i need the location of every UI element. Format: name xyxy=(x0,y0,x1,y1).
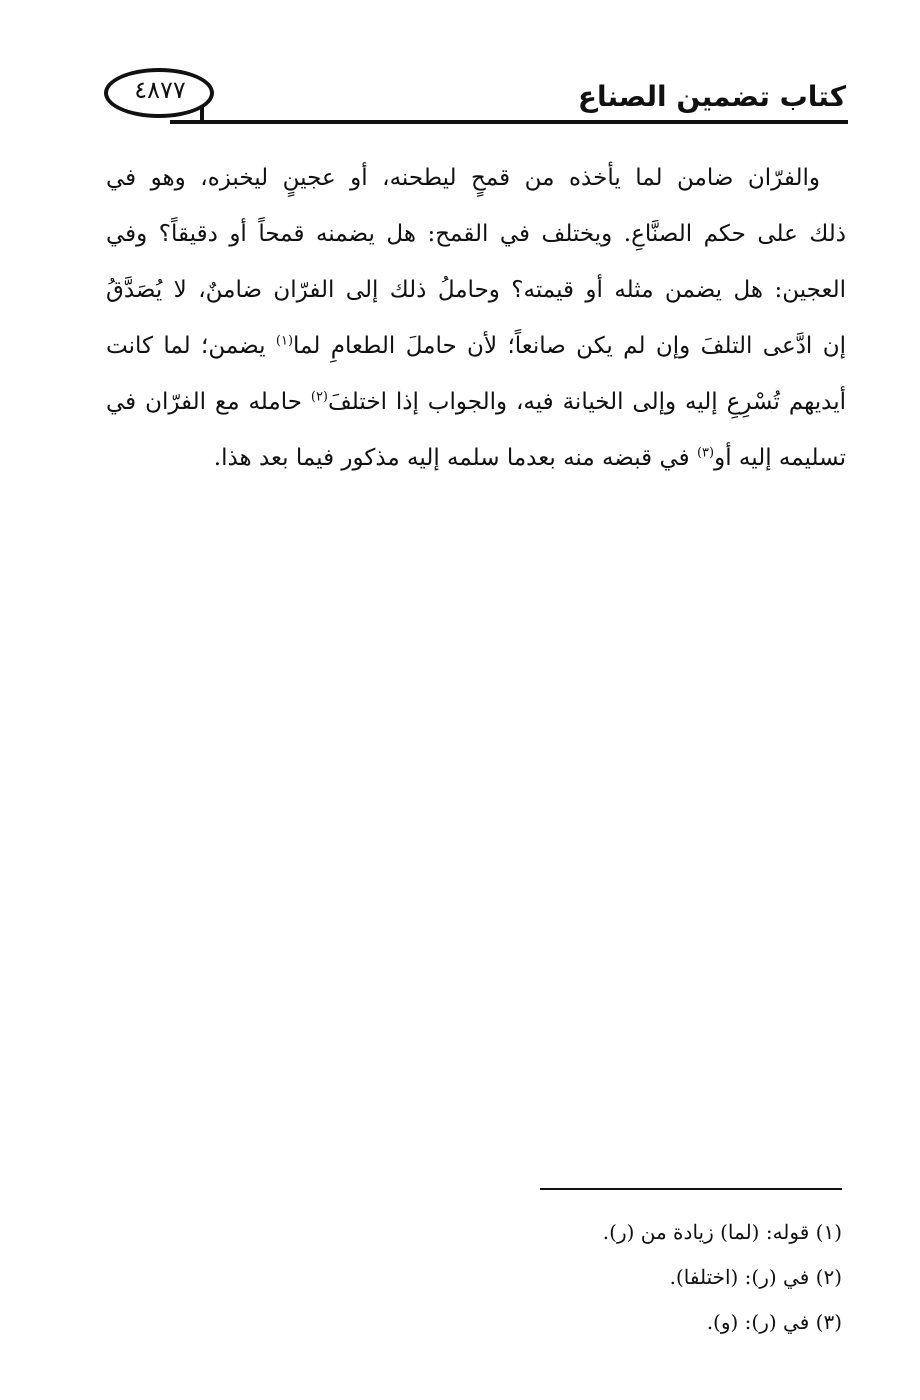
text-line-segment: حامله مع الفرّان في xyxy=(106,389,311,415)
text-line xyxy=(106,318,846,374)
text-line-segment: في قبضه منه بعدما سلمه إليه مذكور فيما بعد هذا. xyxy=(213,445,697,471)
text-line-segment: أيديهم تُسْرِعِ إليه وإلى الخيانة فيه، والجواب إذا اختلفَ xyxy=(328,389,846,415)
page-header xyxy=(100,62,848,126)
book-title: كتاب تضمين الصناع xyxy=(577,80,846,113)
text-line-segment: يضمن؛ لما كانت xyxy=(106,333,276,359)
page-number: ٤٨٧٧ xyxy=(134,76,186,104)
text-line xyxy=(106,430,846,486)
text-line: العجين: هل يضمن مثله أو قيمته؟ وحاملُ ذلك إلى الفرّان ضامنٌ، لا يُصَدَّقُ xyxy=(106,277,846,303)
footnote-marker: (١) xyxy=(275,333,294,349)
footnote: (٢) في (ر): (اختلفا). xyxy=(669,1265,842,1289)
footnote-separator xyxy=(540,1188,842,1190)
footnotes xyxy=(542,1210,842,1345)
footnote-marker: (٢) xyxy=(310,389,328,405)
main-text xyxy=(106,150,846,486)
text-line: والفرّان ضامن لما يأخذه من قمحٍ ليطحنه، أو عجينٍ ليخبزه، وهو في xyxy=(106,165,820,191)
header-rule xyxy=(200,120,848,124)
text-line: ذلك على حكم الصنَّاعِ. ويختلف في القمح: هل يضمنه قمحاً أو دقيقاً؟ وفي xyxy=(106,221,846,247)
footnote: (٣) في (ر): (و). xyxy=(706,1310,842,1334)
text-line xyxy=(106,374,846,430)
footnote-marker: (٣) xyxy=(696,445,715,461)
footnote: (١) قوله: (لما) زيادة من (ر). xyxy=(602,1220,842,1244)
text-line-segment: إن ادَّعى التلفَ وإن لم يكن صانعاً؛ لأن حاملَ الطعامِ لما xyxy=(293,333,846,359)
text-line-segment: تسليمه إليه أو xyxy=(714,445,846,471)
